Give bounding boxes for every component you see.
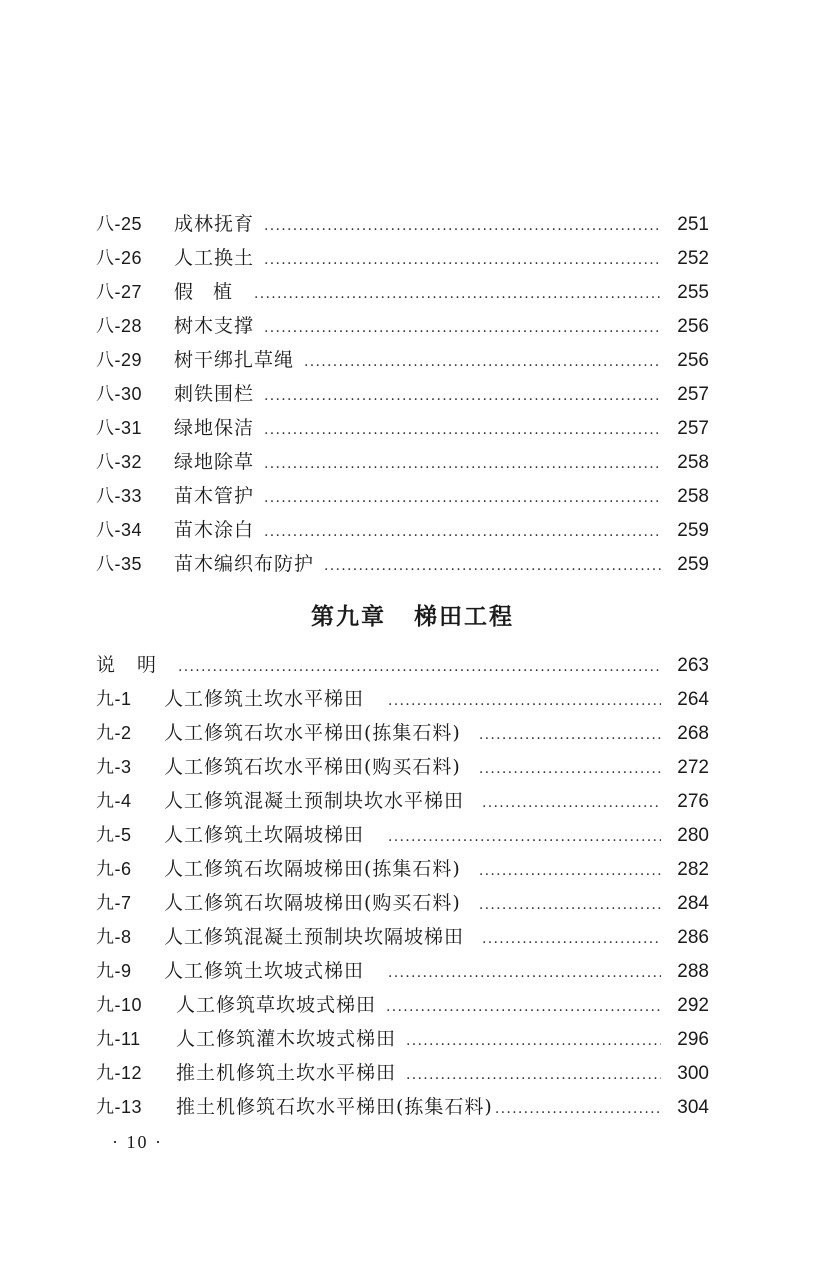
page-folio: · 10 · — [112, 1132, 163, 1152]
toc-entry-title: 推土机修筑土坎水平梯田 — [176, 1062, 397, 1084]
dot-leader — [482, 786, 661, 820]
toc-section-eight — [96, 207, 709, 581]
toc-entry-page: 256 — [677, 316, 709, 337]
toc-row[interactable] — [96, 716, 709, 750]
toc-entry-number: 九-4 — [96, 791, 132, 811]
toc-entry-title: 刺铁围栏 — [174, 383, 255, 405]
toc-entry-page: 268 — [677, 723, 709, 744]
toc-row[interactable] — [96, 513, 709, 547]
toc-entry-number: 八-29 — [96, 350, 143, 370]
toc-row[interactable] — [96, 241, 709, 275]
toc-row[interactable] — [96, 682, 709, 716]
toc-row[interactable] — [96, 547, 709, 581]
dot-leader — [264, 413, 661, 447]
dot-leader — [388, 956, 661, 990]
toc-entry-page: 276 — [677, 791, 709, 812]
toc-entry-number: 九-6 — [96, 859, 132, 879]
toc-entry-number: 八-26 — [96, 248, 143, 268]
toc-entry-page: 288 — [677, 961, 709, 982]
toc-entry-page: 284 — [677, 893, 709, 914]
dot-leader — [386, 990, 661, 1024]
toc-row[interactable] — [96, 1022, 709, 1056]
toc-entry-title: 树木支撑 — [174, 315, 255, 337]
toc-entry-title: 假植 — [174, 281, 253, 303]
dot-leader — [254, 277, 661, 311]
toc-entry-number: 九-5 — [96, 825, 132, 845]
toc-entry-title: 人工修筑土坎坡式梯田 — [164, 960, 365, 982]
toc-entry-page: 292 — [677, 995, 709, 1016]
toc-entry-title: 人工修筑混凝土预制块坎水平梯田 — [164, 790, 465, 812]
toc-entry-number: 九-3 — [96, 757, 132, 777]
dot-leader — [406, 1058, 661, 1092]
toc-row[interactable] — [96, 479, 709, 513]
toc-entry-page: 259 — [677, 554, 709, 575]
toc-entry-page: 264 — [677, 689, 709, 710]
toc-entry-page: 282 — [677, 859, 709, 880]
toc-row[interactable] — [96, 988, 709, 1022]
toc-entry-title: 人工换土 — [174, 247, 255, 269]
toc-row[interactable] — [96, 207, 709, 241]
dot-leader — [324, 549, 661, 583]
toc-entry-title: 人工修筑土坎水平梯田 — [164, 688, 365, 710]
toc-entry-page: 257 — [677, 418, 709, 439]
toc-entry-number: 八-30 — [96, 384, 143, 404]
toc-entry-page: 263 — [677, 655, 709, 676]
dot-leader — [388, 684, 661, 718]
chapter-heading — [0, 598, 825, 631]
toc-entry-number: 八-33 — [96, 486, 143, 506]
toc-entry-number: 九-7 — [96, 893, 132, 913]
dot-leader — [304, 345, 661, 379]
toc-entry-number: 八-25 — [96, 214, 143, 234]
dot-leader — [482, 922, 661, 956]
toc-entry-number: 八-35 — [96, 554, 143, 574]
dot-leader — [178, 650, 661, 684]
toc-entry-number: 九-10 — [96, 995, 143, 1015]
toc-row[interactable] — [96, 750, 709, 784]
toc-entry-number: 八-34 — [96, 520, 143, 540]
toc-entry-page: 286 — [677, 927, 709, 948]
toc-entry-number: 八-27 — [96, 282, 143, 302]
toc-entry-page: 300 — [677, 1063, 709, 1084]
toc-row[interactable] — [96, 377, 709, 411]
toc-row[interactable] — [96, 309, 709, 343]
toc-row[interactable] — [96, 852, 709, 886]
toc-entry-title: 成林抚育 — [174, 213, 255, 235]
dot-leader — [264, 481, 661, 515]
toc-entry-number: 八-32 — [96, 452, 143, 472]
toc-row[interactable] — [96, 784, 709, 818]
toc-entry-title: 人工修筑石坎隔坡梯田(购买石料) — [164, 892, 461, 914]
dot-leader — [264, 379, 661, 413]
toc-entry-number: 九-1 — [96, 689, 132, 709]
toc-entry-page: 280 — [677, 825, 709, 846]
chapter-number: 第九章 — [311, 604, 386, 630]
toc-entry-page: 304 — [677, 1097, 709, 1118]
toc-entry-page: 255 — [677, 282, 709, 303]
toc-entry-page: 259 — [677, 520, 709, 541]
toc-entry-number: 九-11 — [96, 1029, 141, 1049]
toc-entry-number: 九-9 — [96, 961, 132, 981]
toc-entry-number: 九-12 — [96, 1063, 143, 1083]
dot-leader — [479, 888, 661, 922]
toc-entry-title: 人工修筑石坎水平梯田(拣集石料) — [164, 722, 461, 744]
toc-row[interactable] — [96, 343, 709, 377]
toc-entry-title: 人工修筑土坎隔坡梯田 — [164, 824, 365, 846]
intro-label: 说明 — [96, 654, 179, 676]
dot-leader — [264, 209, 661, 243]
toc-entry-number: 九-13 — [96, 1097, 143, 1117]
toc-entry-title: 人工修筑草坎坡式梯田 — [176, 994, 377, 1016]
toc-entry-number: 八-28 — [96, 316, 143, 336]
dot-leader — [479, 854, 661, 888]
toc-row[interactable] — [96, 411, 709, 445]
toc-entry-page: 256 — [677, 350, 709, 371]
toc-entry-title: 苗木涂白 — [174, 519, 255, 541]
toc-entry-page: 258 — [677, 486, 709, 507]
dot-leader — [479, 752, 661, 786]
toc-entry-title: 人工修筑灌木坎坡式梯田 — [176, 1028, 397, 1050]
dot-leader — [388, 820, 661, 854]
toc-row[interactable] — [96, 445, 709, 479]
toc-row[interactable] — [96, 275, 709, 309]
toc-entry-number: 八-31 — [96, 418, 143, 438]
toc-row-intro[interactable] — [96, 648, 709, 682]
toc-row[interactable] — [96, 1090, 709, 1124]
toc-entry-title: 人工修筑石坎隔坡梯田(拣集石料) — [164, 858, 461, 880]
toc-entry-page: 296 — [677, 1029, 709, 1050]
toc-entry-title: 推土机修筑石坎水平梯田(拣集石料) — [176, 1096, 493, 1118]
dot-leader — [264, 311, 661, 345]
toc-entry-title: 苗木编织布防护 — [174, 553, 315, 575]
toc-entry-page: 257 — [677, 384, 709, 405]
toc-entry-title: 苗木管护 — [174, 485, 255, 507]
toc-entry-title: 绿地保洁 — [174, 417, 255, 439]
toc-row[interactable] — [96, 920, 709, 954]
toc-entry-page: 251 — [677, 214, 709, 235]
dot-leader — [264, 515, 661, 549]
toc-entry-title: 人工修筑混凝土预制块坎隔坡梯田 — [164, 926, 465, 948]
toc-row[interactable] — [96, 886, 709, 920]
toc-entry-number: 九-2 — [96, 723, 132, 743]
dot-leader — [495, 1092, 661, 1126]
toc-row[interactable] — [96, 818, 709, 852]
toc-entry-title: 人工修筑石坎水平梯田(购买石料) — [164, 756, 461, 778]
dot-leader — [264, 447, 661, 481]
toc-entry-page: 252 — [677, 248, 709, 269]
toc-entry-page: 272 — [677, 757, 709, 778]
toc-row[interactable] — [96, 954, 709, 988]
chapter-name: 梯田工程 — [414, 604, 514, 630]
dot-leader — [264, 243, 661, 277]
toc-row[interactable] — [96, 1056, 709, 1090]
toc-entry-title: 绿地除草 — [174, 451, 255, 473]
toc-entry-number: 九-8 — [96, 927, 132, 947]
dot-leader — [406, 1024, 661, 1058]
dot-leader — [479, 718, 661, 752]
toc-section-nine — [96, 648, 709, 1124]
toc-entry-title: 树干绑扎草绳 — [174, 349, 295, 371]
toc-entry-page: 258 — [677, 452, 709, 473]
